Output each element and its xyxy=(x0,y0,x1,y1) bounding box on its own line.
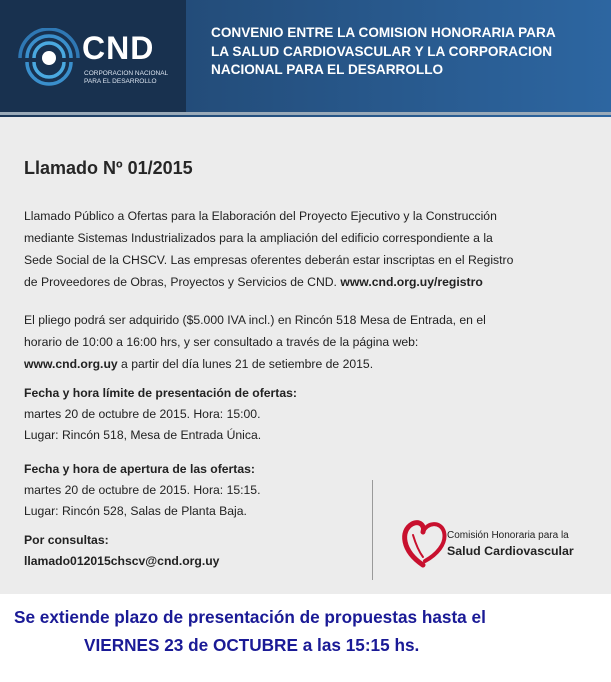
deadline-heading: Fecha y hora límite de presentación de ofertas: xyxy=(24,386,297,400)
contact-email[interactable]: llamado012015chscv@cnd.org.uy xyxy=(24,554,220,568)
notice-title: Llamado Nº 01/2015 xyxy=(24,158,193,178)
registry-link[interactable]: www.cnd.org.uy/registro xyxy=(340,275,483,289)
cnd-signal-icon xyxy=(18,28,80,88)
purchase-info: El pliego podrá ser adquirido ($5.000 IVA incl.) en Rincón 518 Mesa de Entrada, en el horario de 10:00 a 16:00 hrs, y ser consultado a través de la página web: www.cnd.org.uy a partir del día lunes 21 de setiembre de 2015. xyxy=(24,313,486,371)
opening-section xyxy=(24,459,354,522)
logo-text: CND xyxy=(82,30,155,66)
heart-swirl-icon xyxy=(398,515,448,569)
header-banner xyxy=(0,0,611,117)
notice-description: Llamado Público a Ofertas para la Elaboración del Proyecto Ejecutivo y la Construcción mediante Sistemas Industrializados para la ampliación del edificio correspondiente a la Sede Social de la CHSCV. Las empresas oferentes deberán estar inscriptas en el Registro de Proveedores de Obras, Proyectos y Servicios de CND. www.cnd.org.uy/registro xyxy=(24,209,514,289)
opening-place: Lugar: Rincón 528, Salas de Planta Baja. xyxy=(24,504,247,518)
vertical-divider xyxy=(372,480,373,580)
website-link[interactable]: www.cnd.org.uy xyxy=(24,357,118,371)
opening-date: martes 20 de octubre de 2015. Hora: 15:15. xyxy=(24,483,261,497)
opening-heading: Fecha y hora de apertura de las ofertas: xyxy=(24,462,255,476)
deadline-place: Lugar: Rincón 518, Mesa de Entrada Única. xyxy=(24,428,262,442)
deadline-extension-notice: Se extiende plazo de presentación de propuestas hasta el VIERNES 23 de OCTUBRE a las 15:15 hs. xyxy=(14,607,486,655)
header-title: CONVENIO ENTRE LA COMISION HONORARIA PARA LA SALUD CARDIOVASCULAR Y LA CORPORACION NACIONAL PARA EL DESARROLLO xyxy=(211,25,556,77)
cnd-logo xyxy=(0,0,186,112)
header-divider xyxy=(0,112,611,115)
contact-heading: Por consultas: xyxy=(24,533,109,547)
contact-section xyxy=(24,530,354,572)
chscv-logo-text: Comisión Honoraria para la Salud Cardiovascular xyxy=(447,530,574,558)
logo-subtitle: CORPORACION NACIONAL PARA EL DESARROLLO xyxy=(84,70,169,85)
deadline-date: martes 20 de octubre de 2015. Hora: 15:00. xyxy=(24,407,261,421)
deadline-section xyxy=(24,383,354,446)
